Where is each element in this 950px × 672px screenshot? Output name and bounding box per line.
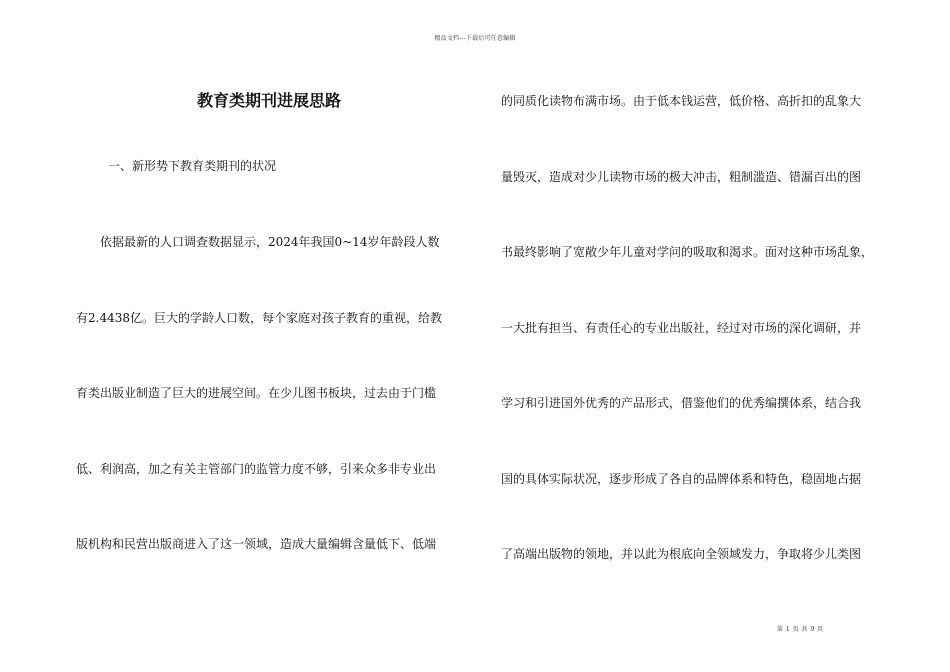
right-line: 的同质化读物布满市场。由于低本钱运营，低价格、高折扣的乱象大 [501, 94, 862, 108]
right-line: 一大批有担当、有责任心的专业出版社，经过对市场的深化调研，并 [501, 320, 862, 335]
left-line: 有2.4438亿。巨大的学龄人口数，每个家庭对孩子教育的重视，给教 [76, 310, 442, 325]
right-line: 书最终影响了宽敞少年儿童对学问的吸取和渴求。面对这种市场乱象， [501, 245, 874, 259]
right-line: 量毁灭，造成对少儿读物市场的极大冲击，粗制滥造、错漏百出的图 [501, 169, 862, 184]
right-line: 学习和引进国外优秀的产品形式，借鉴他们的优秀编撰体系，结合我 [501, 396, 862, 410]
left-line: 育类出版业制造了巨大的进展空间。在少儿图书板块，过去由于门槛 [76, 386, 437, 400]
document-title: 教育类期刊进展思路 [196, 91, 341, 110]
left-line: 低、利润高，加之有关主管部门的监管力度不够，引来众多非专业出 [76, 461, 437, 476]
right-line: 国的具体实际状况，逐步形成了各自的品牌体系和特色，稳固地占据 [501, 471, 862, 486]
right-column [501, 93, 893, 622]
page-number: 第 1 页 共 9 页 [777, 626, 824, 633]
header-note: 精品文档---下载后可任意编辑 [434, 35, 516, 42]
right-line: 了高端出版物的领地，并以此为根底向全领域发力，争取将少儿类图 [501, 547, 862, 561]
left-line: 依据最新的人口调查数据显示，2024年我国0~14岁年龄段人数 [100, 235, 440, 249]
left-line: 版机构和民营出版商进入了这一领域，造成大量编辑含量低下、低端 [76, 537, 437, 551]
left-column [76, 234, 462, 612]
section-heading: 一、新形势下教育类期刊的状况 [108, 159, 277, 173]
